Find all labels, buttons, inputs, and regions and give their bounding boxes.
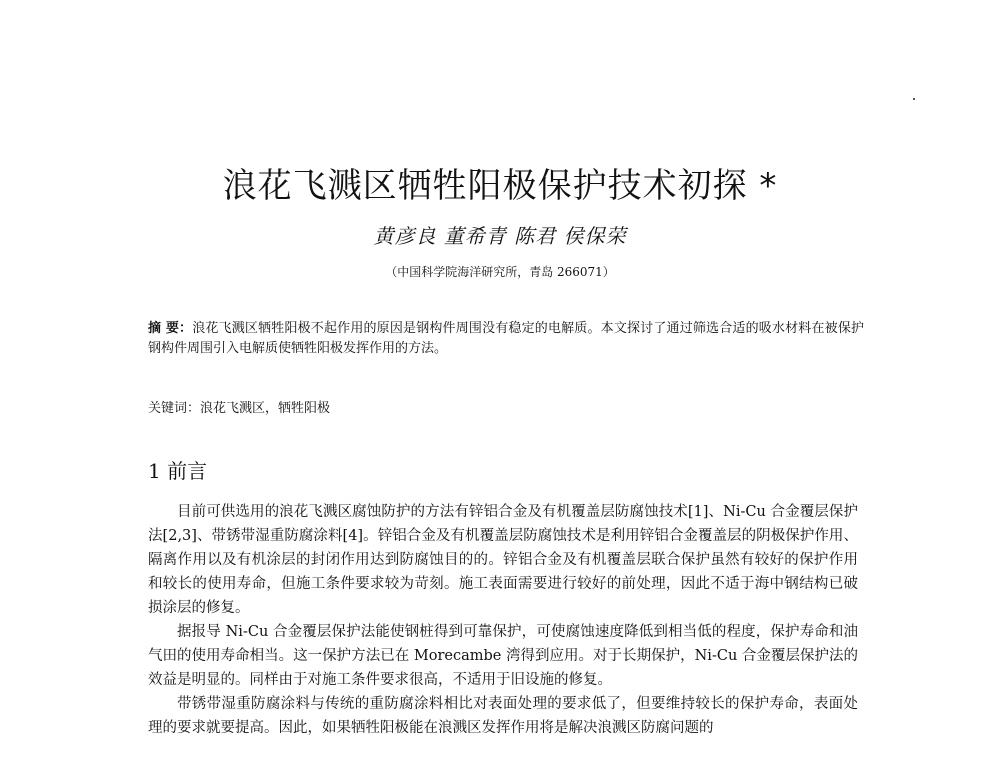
scan-speck	[913, 98, 915, 100]
abstract-text: 浪花飞溅区牺牲阳极不起作用的原因是钢构件周围没有稳定的电解质。本文探讨了通过筛选合适的吸水材料在被保护钢构件周围引入电解质使牺牲阳极发挥作用的方法。	[148, 321, 864, 356]
body-paragraph: 目前可供选用的浪花飞溅区腐蚀防护的方法有锌铝合金及有机覆盖层防腐蚀技术[1]、Ni-Cu 合金覆层保护法[2,3]、带锈带湿重防腐涂料[4]。锌铝合金及有机覆盖层防腐蚀技术是利用锌铝合金覆盖层的阴极保护作用、隔离作用以及有机涂层的封闭作用达到防腐蚀目的的。锌铝合金及有机覆盖层联合保护虽然有较好的保护作用和较长的使用寿命，但施工条件要求较为苛刻。施工表面需要进行较好的前处理，因此不适于海中钢结构已破损涂层的修复。	[148, 504, 858, 616]
abstract-label: 摘 要：	[148, 321, 193, 336]
section-heading-introduction: 1 前言	[148, 459, 208, 483]
introduction-body	[148, 500, 858, 740]
abstract	[148, 319, 864, 359]
affiliation: （中国科学院海洋研究所，青岛 266071）	[385, 265, 615, 279]
author-list: 黄彦良 董希青 陈君 侯保荣	[373, 224, 627, 248]
body-paragraph: 据报导 Ni-Cu 合金覆层保护法能使钢桩得到可靠保护，可使腐蚀速度降低到相当低的程度，保护寿命和油气田的使用寿命相当。这一保护方法已在 Morecambe 湾得到应用。对于长期保护，Ni-Cu 合金覆层保护法的效益是明显的。同样由于对施工条件要求很高，不适用于旧设施的修复。	[148, 624, 858, 688]
paper-title: 浪花飞溅区牺牲阳极保护技术初探 *	[222, 166, 778, 206]
keywords	[148, 397, 864, 416]
keywords-label: 关键词：	[148, 401, 201, 416]
body-paragraph: 带锈带湿重防腐涂料与传统的重防腐涂料相比对表面处理的要求低了，但要维持较长的保护寿命，表面处理的要求就要提高。因此，如果牺牲阳极能在浪溅区发挥作用将是解决浪溅区防腐问题的	[148, 696, 858, 736]
keywords-text: 浪花飞溅区，牺牲阳极	[200, 401, 331, 416]
